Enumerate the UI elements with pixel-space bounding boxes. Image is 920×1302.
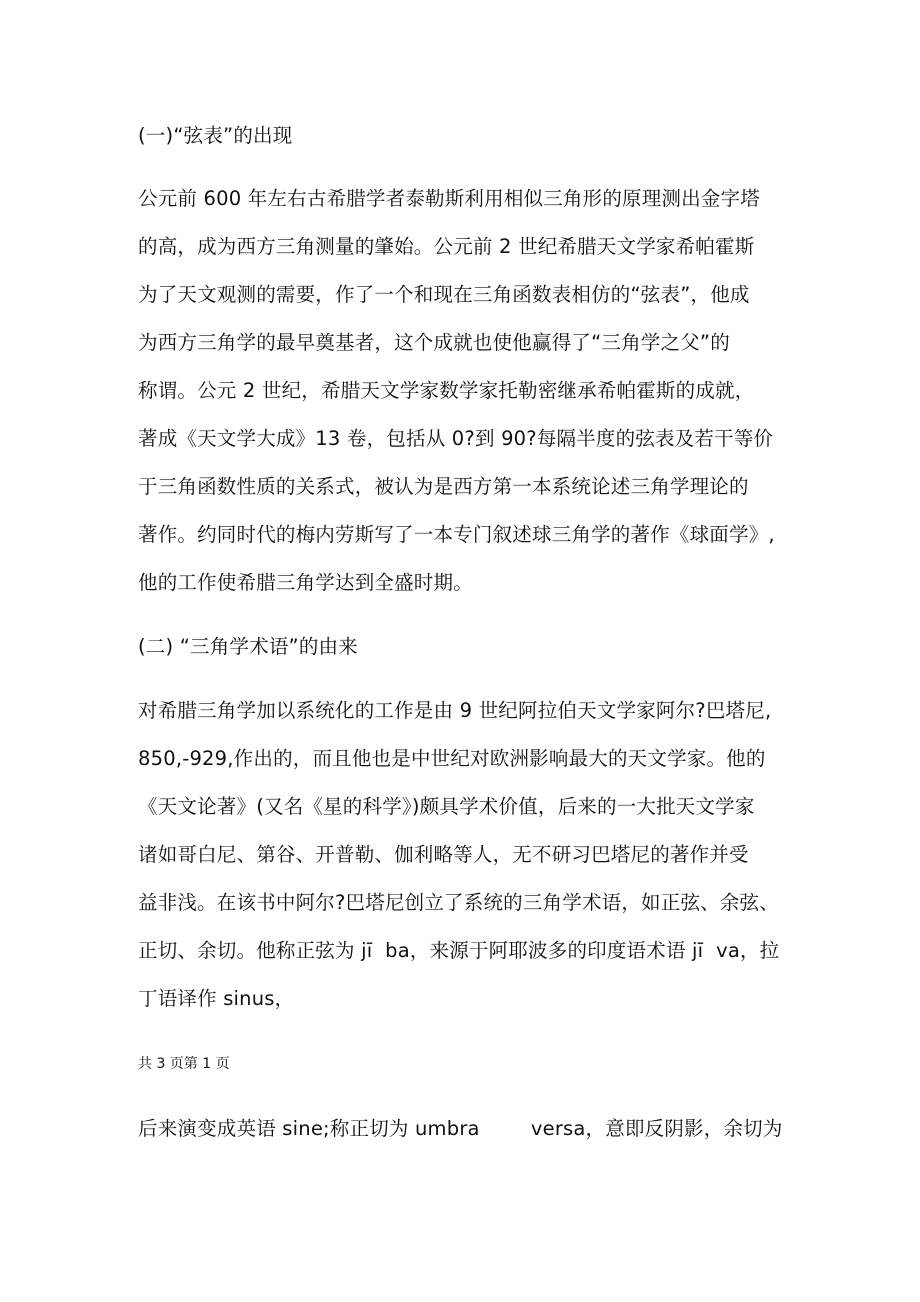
- paragraph-line: 的高，成为西方三角测量的肇始。公元前 2 世纪希腊天文学家希帕霍斯: [138, 235, 755, 258]
- paragraph-line: 公元前 600 年左右古希腊学者泰勒斯利用相似三角形的原理测出金字塔: [138, 187, 760, 210]
- paragraph-line: 称谓。公元 2 世纪，希腊天文学家数学家托勒密继承希帕霍斯的成就，: [138, 379, 755, 402]
- section-heading-1: (一)“弦表”的出现: [138, 124, 293, 147]
- paragraph-line: 为西方三角学的最早奠基者，这个成就也使他赢得了“三角学之父”的: [138, 331, 730, 354]
- paragraph-line: 他的工作使希腊三角学达到全盛时期。: [138, 571, 473, 594]
- paragraph-line: 正切、余切。他称正弦为 jī ba，来源于阿耶波多的印度语术语 jī va，拉: [138, 939, 780, 962]
- section-heading-2: (二) “三角学术语”的由来: [138, 635, 358, 658]
- paragraph-line: 对希腊三角学加以系统化的工作是由 9 世纪阿拉伯天文学家阿尔?巴塔尼,: [138, 699, 772, 722]
- continuation-line: 后来演变成英语 sine;称正切为 umbra versa，意即反阴影，余切为: [138, 1117, 783, 1140]
- paragraph-line: 850,-929,作出的，而且他也是中世纪对欧洲影响最大的天文学家。他的: [138, 747, 766, 770]
- paragraph-line: 诸如哥白尼、第谷、开普勒、伽利略等人，无不研习巴塔尼的著作并受: [138, 843, 749, 866]
- paragraph-line: 著成《天文学大成》13 卷，包括从 0?到 90?每隔半度的弦表及若干等价: [138, 427, 774, 450]
- paragraph-line: 丁语译作 sinus，: [138, 987, 295, 1010]
- paragraph-line: 益非浅。在该书中阿尔?巴塔尼创立了系统的三角学术语，如正弦、余弦、: [138, 891, 779, 914]
- page-footer: 共 3 页第 1 页: [138, 1056, 230, 1072]
- paragraph-line: 《天文论著》(又名《星的科学》)颇具学术价值，后来的一大批天文学家: [138, 795, 755, 818]
- paragraph-line: 为了天文观测的需要，作了一个和现在三角函数表相仿的“弦表”，他成: [138, 283, 750, 306]
- paragraph-line: 著作。约同时代的梅内劳斯写了一本专门叙述球三角学的著作《球面学》,: [138, 523, 775, 546]
- paragraph-line: 于三角函数性质的关系式，被认为是西方第一本系统论述三角学理论的: [138, 475, 749, 498]
